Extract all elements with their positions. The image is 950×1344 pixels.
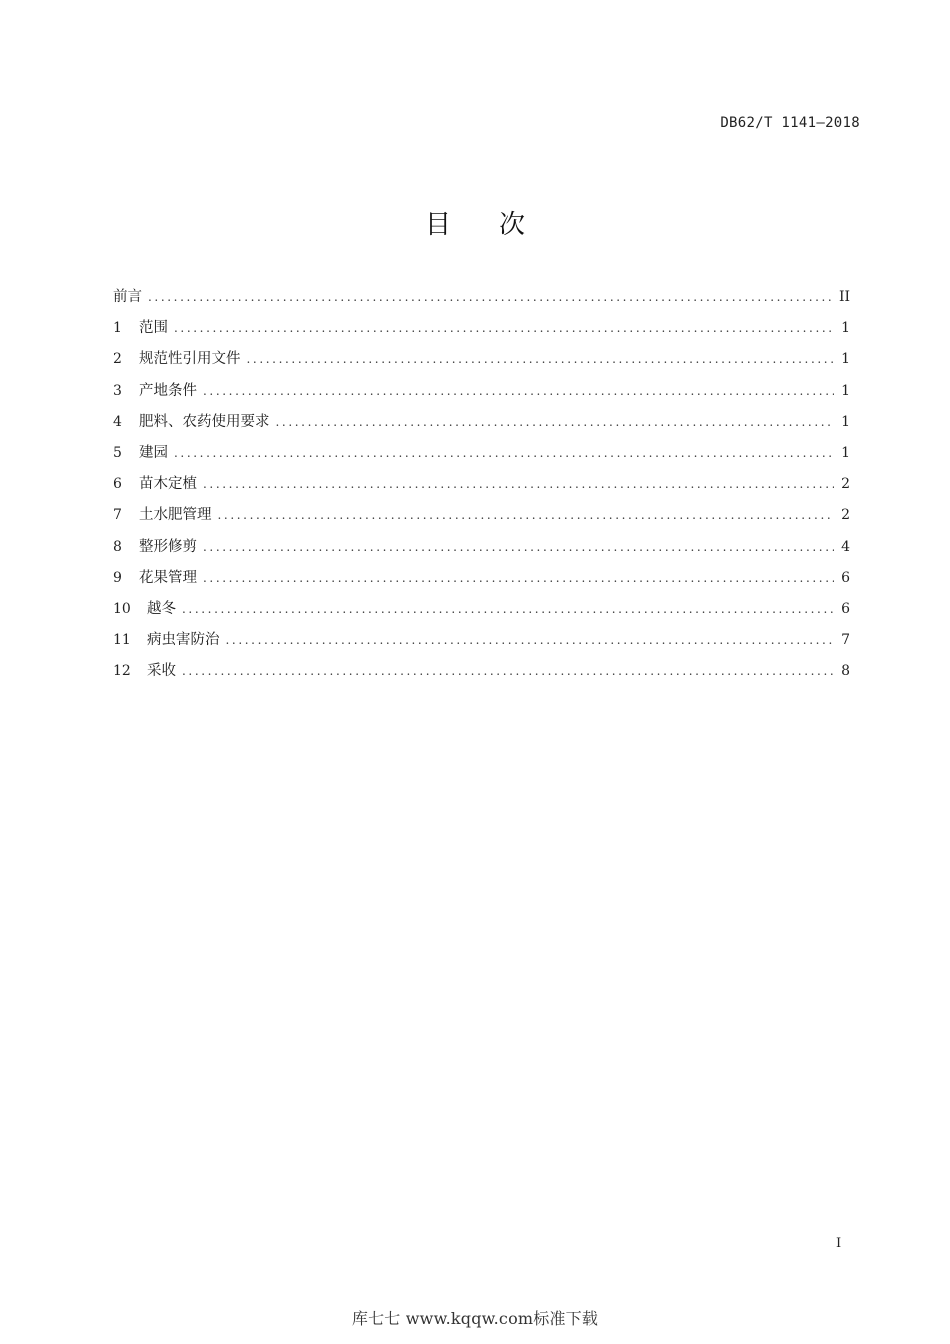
toc-entry-page: 6 bbox=[841, 569, 850, 586]
watermark-text: 库七七 www.kqqw.com标准下载 bbox=[351, 1309, 599, 1328]
toc-entry-label: 前言 bbox=[113, 289, 142, 305]
toc-entry-page: 1 bbox=[841, 444, 850, 461]
toc-leader-dots bbox=[174, 317, 834, 339]
toc-entry-label: 病虫害防治 bbox=[147, 632, 220, 649]
toc-entry-label: 范围 bbox=[139, 320, 168, 337]
toc-leader-dots bbox=[247, 348, 835, 370]
toc-entry-page: 1 bbox=[841, 413, 850, 430]
toc-entry-label: 采收 bbox=[147, 663, 176, 680]
toc-leader-dots bbox=[203, 380, 834, 402]
page-title-char-2: 次 bbox=[499, 210, 526, 240]
toc-leader-dots bbox=[174, 442, 834, 464]
toc-entry-number: 2 bbox=[113, 351, 122, 368]
toc-entry-8[interactable] bbox=[113, 536, 850, 567]
toc-entry-foreword[interactable] bbox=[113, 286, 850, 317]
toc-entry-2[interactable] bbox=[113, 348, 850, 379]
toc-entry-4[interactable] bbox=[113, 411, 850, 442]
toc-entry-page: 1 bbox=[841, 382, 850, 399]
toc-entry-label: 产地条件 bbox=[139, 382, 197, 399]
table-of-contents bbox=[113, 286, 850, 691]
toc-entry-number: 6 bbox=[113, 476, 122, 493]
toc-entry-page: 2 bbox=[841, 476, 850, 493]
toc-leader-dots bbox=[148, 286, 833, 308]
toc-entry-number: 3 bbox=[113, 382, 122, 399]
toc-leader-dots bbox=[226, 629, 835, 651]
toc-entry-number: 1 bbox=[113, 320, 122, 337]
toc-entry-3[interactable] bbox=[113, 380, 850, 411]
toc-entry-label: 土水肥管理 bbox=[139, 507, 212, 524]
toc-entry-5[interactable] bbox=[113, 442, 850, 473]
toc-entry-page: 1 bbox=[841, 351, 850, 368]
toc-entry-label: 越冬 bbox=[147, 600, 176, 617]
standard-code: DB62/T 1141—2018 bbox=[720, 115, 860, 131]
toc-entry-number: 10 bbox=[113, 600, 131, 617]
toc-entry-number: 4 bbox=[113, 413, 122, 430]
toc-entry-page: 7 bbox=[841, 632, 850, 649]
toc-leader-dots bbox=[182, 660, 834, 682]
toc-leader-dots bbox=[203, 473, 834, 495]
toc-entry-page: 6 bbox=[841, 600, 850, 617]
toc-entry-10[interactable] bbox=[113, 598, 850, 629]
toc-entry-label: 花果管理 bbox=[139, 569, 197, 586]
toc-entry-9[interactable] bbox=[113, 567, 850, 598]
toc-entry-label: 整形修剪 bbox=[139, 538, 197, 555]
page-title bbox=[0, 204, 950, 241]
toc-entry-number: 11 bbox=[113, 632, 131, 649]
toc-entry-6[interactable] bbox=[113, 473, 850, 504]
toc-entry-12[interactable] bbox=[113, 660, 850, 691]
toc-entry-number: 8 bbox=[113, 538, 122, 555]
toc-entry-page: 2 bbox=[841, 507, 850, 524]
toc-entry-11[interactable] bbox=[113, 629, 850, 660]
toc-entry-label: 建园 bbox=[139, 444, 168, 461]
toc-entry-number: 7 bbox=[113, 507, 122, 524]
toc-entry-number: 12 bbox=[113, 663, 131, 680]
toc-entry-page: II bbox=[838, 289, 850, 305]
page-title-char-1: 目 bbox=[424, 210, 451, 240]
toc-leader-dots bbox=[203, 536, 834, 558]
toc-entry-number: 9 bbox=[113, 569, 122, 586]
toc-leader-dots bbox=[203, 567, 834, 589]
toc-entry-label: 规范性引用文件 bbox=[139, 351, 241, 368]
toc-leader-dots bbox=[182, 598, 834, 620]
toc-entry-7[interactable] bbox=[113, 504, 850, 535]
toc-entry-page: 4 bbox=[841, 538, 850, 555]
toc-leader-dots bbox=[276, 411, 835, 433]
toc-entry-label: 肥料、农药使用要求 bbox=[139, 413, 270, 430]
toc-entry-label: 苗木定植 bbox=[139, 476, 197, 493]
toc-entry-page: 8 bbox=[841, 663, 850, 680]
toc-entry-page: 1 bbox=[841, 320, 850, 337]
toc-entry-1[interactable] bbox=[113, 317, 850, 348]
toc-entry-number: 5 bbox=[113, 444, 122, 461]
page-number: I bbox=[836, 1236, 842, 1251]
toc-leader-dots bbox=[218, 504, 835, 526]
